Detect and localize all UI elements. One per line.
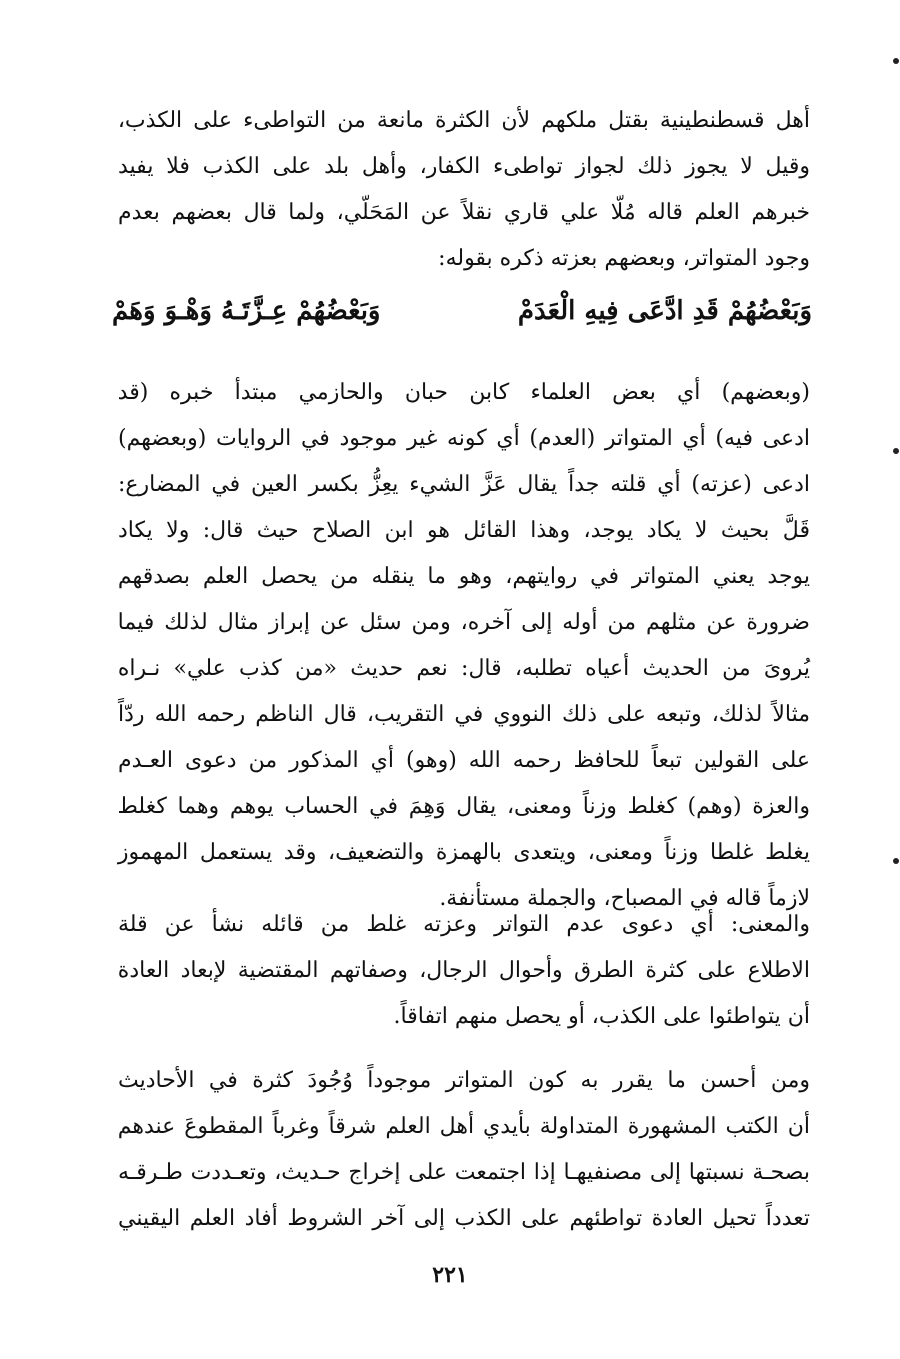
paragraph-3	[118, 902, 810, 1040]
text-line: يُروىَ من الحديث أعياه تطلبه، قال: نعم حديث «من كذب علي» نـراه	[117, 656, 810, 681]
text-line: (وبعضهم) أي بعض العلماء كابن حبان والحازمي مبتدأ خبره (قد	[117, 380, 810, 405]
text-line: مثالاً لذلك، وتبعه على ذلك النووي في التقريب، قال الناظم رحمه الله ردّاً	[118, 702, 810, 727]
text-line: أهل قسطنطينية بقتل ملكهم لأن الكثرة مانعة من التواطىء على الكذب،	[117, 108, 810, 133]
text-line: تعدداً تحيل العادة تواطئهم على الكذب إلى آخر الشروط أفاد العلم اليقيني	[118, 1206, 810, 1231]
text-line: ادعى (عزته) أي قلته جداً يقال عَزَّ الشيء يعِزُّ بكسر العين في المضارع:	[118, 472, 810, 497]
text-line: بصحـة نسبتها إلى مصنفيهـا إذا اجتمعت على إخراج حـديث، وتعـددت طـرقـه	[118, 1160, 810, 1185]
poem-second-hemistich: وَبَعْضُهُمْ عِـزَّتَـهُ وَهْـوَ وَهَمْ	[112, 296, 381, 326]
text-line: يغلط غلطا وزناً ومعنى، ويتعدى بالهمزة والتضعيف، وقد يستعمل المهموز	[117, 840, 810, 865]
text-line: أن يتواطئوا على الكذب، أو يحصل منهم اتفاقاً.	[393, 1004, 810, 1029]
poem-first-hemistich: وَبَعْضُهُمْ قَدِ ادَّعَى فِيهِ الْعَدَمْ	[517, 296, 812, 326]
text-line: والعزة (وهم) كغلط وزناً ومعنى، يقال وَهِمَ في الحساب يوهم وهما كغلط	[117, 794, 810, 819]
text-line: والمعنى: أي دعوى عدم التواتر وعزته غلط من قائله نشأ عن قلة	[118, 912, 810, 937]
paragraph-1	[118, 98, 810, 282]
page-number: ٢٢١	[432, 1262, 468, 1288]
paragraph-4	[118, 1058, 810, 1242]
margin-dot	[893, 58, 899, 64]
poem-verse	[112, 296, 812, 346]
text-line: وجود المتواتر، وبعضهم بعزته ذكره بقوله:	[438, 246, 810, 271]
text-line: قَلَّ بحيث لا يكاد يوجد، وهذا القائل هو ابن الصلاح حيث قال: ولا يكاد	[118, 518, 810, 543]
text-line: يوجد يعني المتواتر في روايتهم، وهو ما ينقله من يحصل العلم بصدقهم	[117, 564, 810, 589]
text-line: أن الكتب المشهورة المتداولة بأيدي أهل العلم شرقاً وغرباً المقطوعَ عندهم	[117, 1114, 810, 1139]
text-line: خبرهم العلم قاله مُلّا علي قاري نقلاً عن المَحَلّي، ولما قال بعضهم بعدم	[118, 200, 810, 225]
margin-dot	[893, 858, 899, 864]
text-line: ادعى فيه) أي المتواتر (العدم) أي كونه غير موجود في الروايات (وبعضهم)	[118, 426, 810, 451]
text-line: ومن أحسن ما يقرر به كون المتواتر موجوداً وُجُودَ كثرة في الأحاديث	[117, 1068, 810, 1093]
text-line: وقيل لا يجوز ذلك لجواز تواطىء الكفار، وأهل بلد على الكذب فلا يفيد	[118, 154, 810, 179]
margin-dot	[893, 448, 899, 454]
text-line: ضرورة عن مثلهم من أوله إلى آخره، ومن سئل عن إبراز مثال لذلك فيما	[117, 610, 810, 635]
paragraph-2	[118, 370, 810, 922]
text-line: الاطلاع على كثرة الطرق وأحوال الرجال، وصفاتهم المقتضية لإبعاد العادة	[117, 958, 810, 983]
text-line: لازماً قاله في المصباح، والجملة مستأنفة.	[439, 886, 810, 911]
text-line: على القولين تبعاً للحافظ رحمه الله (وهو) أي المذكور من دعوى العـدم	[118, 748, 810, 773]
